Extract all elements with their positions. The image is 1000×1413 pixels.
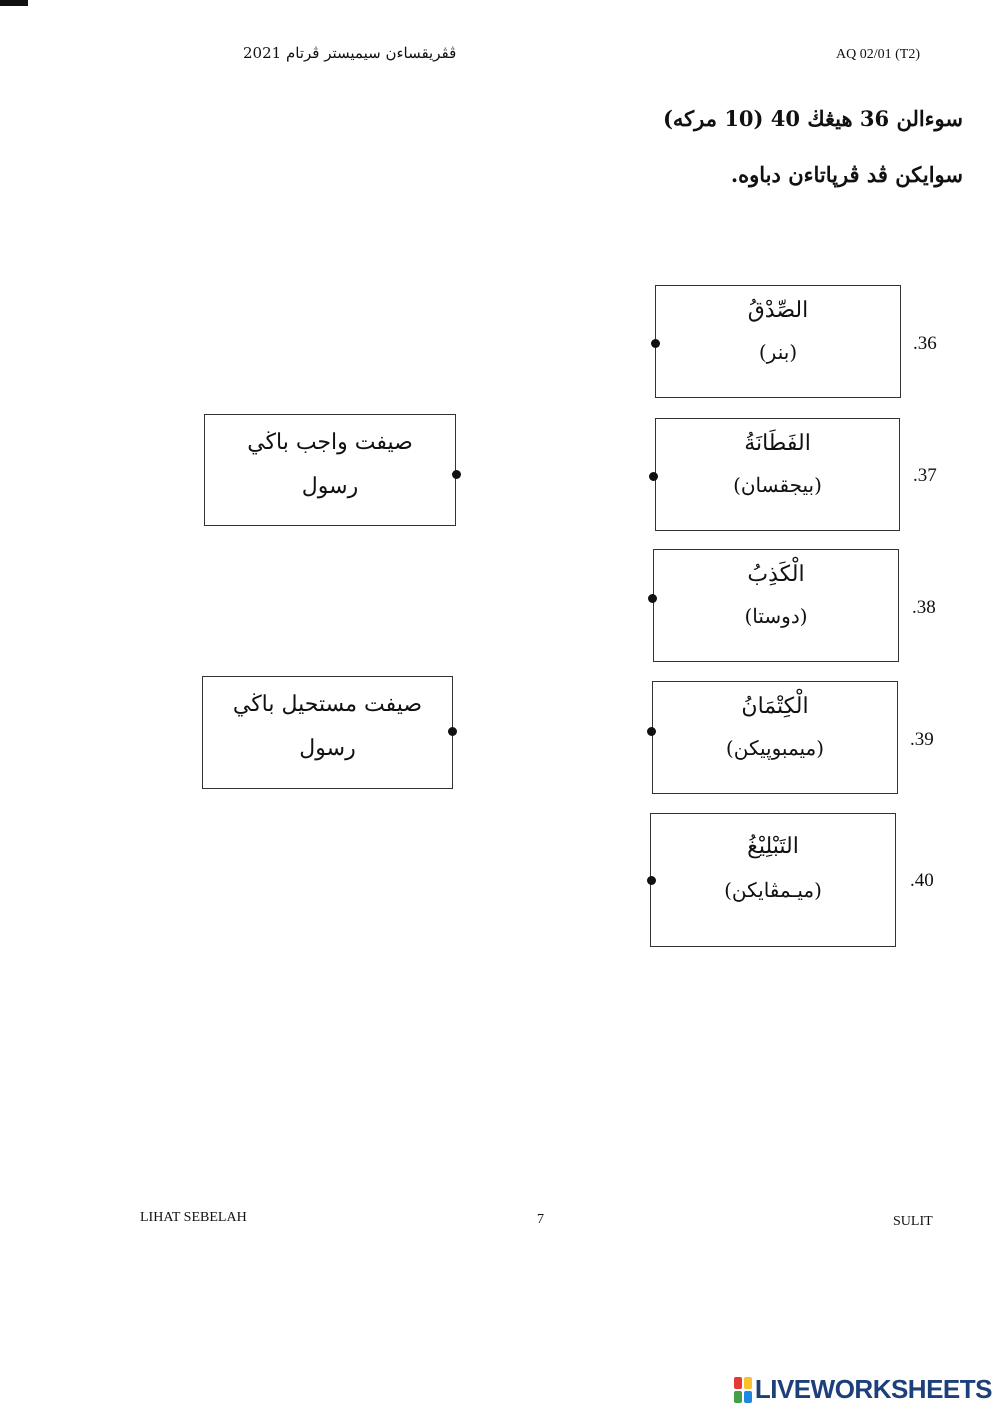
term-box-36[interactable] [655,285,901,398]
term-box-37[interactable] [655,418,900,531]
exam-title: ڤڤريقساءن سيميستر ڤرتام 2021 [243,44,457,62]
term-meaning: (بنر) [758,340,798,365]
term-meaning: (بيجقسان) [733,473,822,498]
term-arabic: الْكَذِبُ [747,562,805,587]
scan-corner-mark [0,0,28,6]
footer-page-number: 7 [537,1212,544,1227]
footer-confidential: SULIT [893,1214,933,1229]
footer-turn-page: LIHAT SEBELAH [140,1210,247,1225]
connector-dot-40[interactable] [647,876,656,885]
term-box-38[interactable] [653,549,899,662]
answer-line-2: رسول [299,735,356,761]
term-arabic: التَبْلِيْغُ [747,834,799,859]
connector-dot-38[interactable] [648,594,657,603]
question-number-38: .38 [912,597,936,618]
answer-line-2: رسول [301,473,359,499]
connector-dot-wajib[interactable] [452,470,461,479]
watermark-text: LIVEWORKSHEETS [754,1374,992,1404]
term-meaning: (دوستا) [744,604,808,629]
question-number-40: .40 [910,870,934,891]
liveworksheets-logo-icon [734,1377,752,1403]
instruction-text: سوايكن ڤد ڤرڽاتاءن دباوه. [730,162,963,187]
term-meaning: (ميمبوپيکن) [725,736,825,761]
question-number-37: .37 [913,465,937,486]
term-box-39[interactable] [652,681,898,794]
term-box-40[interactable] [650,813,896,947]
answer-box-mustahil[interactable] [202,676,453,789]
connector-dot-36[interactable] [651,339,660,348]
connector-dot-39[interactable] [647,727,656,736]
answer-line-1: صيفت مستحيل باڬي [232,692,423,717]
paper-code: AQ 02/01 (T2) [836,47,920,62]
question-number-36: .36 [913,333,937,354]
connector-dot-37[interactable] [649,472,658,481]
question-range-heading: سوءالن 36 هيڠڬ 40 (10 مركه) [662,106,963,131]
answer-box-wajib[interactable] [204,414,456,526]
question-number-39: .39 [910,729,934,750]
term-meaning: (ميـمڤايکن) [724,878,822,903]
connector-dot-mustahil[interactable] [448,727,457,736]
term-arabic: الصِّدْقُ [747,298,809,323]
answer-line-1: صيفت واجب باڬي [247,430,413,455]
term-arabic: الفَطَانَةُ [744,431,811,456]
term-arabic: الْكِتْمَانُ [741,694,809,719]
liveworksheets-watermark [734,1374,992,1405]
